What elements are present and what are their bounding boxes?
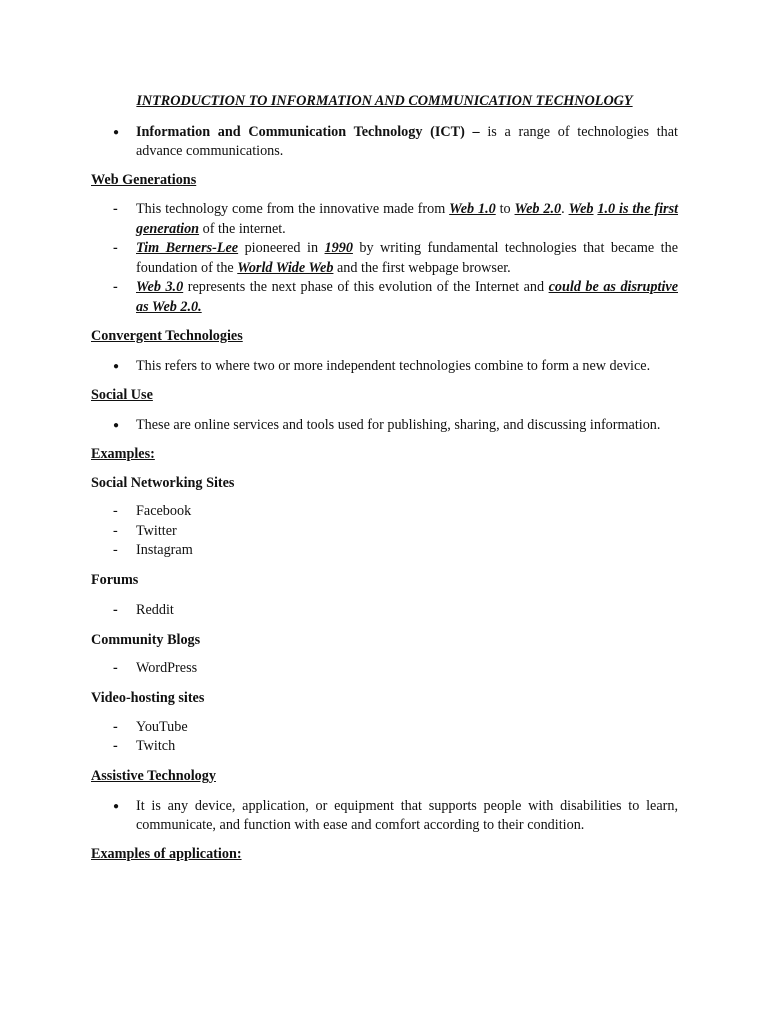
web-generations-item xyxy=(91,278,678,317)
list-item: - Reddit xyxy=(91,601,678,621)
convergent-heading: Convergent Technologies xyxy=(91,328,243,344)
web-generations-list xyxy=(91,200,678,317)
text-span: represents the next phase of this evolution of the Internet and xyxy=(183,279,549,295)
ict-definition xyxy=(91,123,678,161)
web-generations-item xyxy=(91,239,678,278)
ict-definition-text: is a range of technologies that advance communications. xyxy=(136,124,678,159)
text-span: of the internet. xyxy=(199,220,286,237)
social-use-heading: Social Use xyxy=(91,387,153,403)
list-item: - YouTube xyxy=(91,718,678,738)
www-term: World Wide Web xyxy=(237,259,334,276)
list-item: - WordPress xyxy=(91,659,678,679)
web-term: Web xyxy=(568,201,594,217)
convergent-item: ● This refers to where two or more independent technologies combine to form a new device. xyxy=(91,357,678,376)
list-item: - Twitter xyxy=(91,522,678,542)
assistive-heading: Assistive Technology xyxy=(91,767,216,784)
social-use-list xyxy=(91,416,678,435)
text-span: This technology come from the innovative made from xyxy=(136,201,450,217)
video-hosting-list xyxy=(91,718,678,757)
web-generations-heading: Web Generations xyxy=(91,172,197,188)
examples-heading: Examples: xyxy=(91,446,155,462)
assistive-list xyxy=(91,797,678,835)
social-use-item: ● These are online services and tools used for publishing, sharing, and discussing information. xyxy=(91,416,678,435)
document-title: INTRODUCTION TO INFORMATION AND COMMUNICATION TECHNOLOGY xyxy=(136,93,633,109)
forums-heading: Forums xyxy=(91,571,139,588)
first-generation-term: 1.0 is the first generation xyxy=(136,201,679,237)
person-term: Tim Berners-Lee xyxy=(136,240,239,256)
assistive-item: ● It is any device, application, or equipment that supports people with disabilities to learn, communicate, and function with ease and comfort according to their condition. xyxy=(91,797,678,835)
community-blogs-heading: Community Blogs xyxy=(91,632,201,648)
forums-list xyxy=(91,601,678,621)
social-networking-heading: Social Networking Sites xyxy=(91,475,235,491)
text-span: . xyxy=(561,201,569,217)
text-span: and the first webpage browser. xyxy=(333,259,511,276)
document-page xyxy=(91,92,678,864)
convergent-list xyxy=(91,357,678,376)
ict-term: Information and Communication Technology (ICT) – xyxy=(136,124,480,140)
examples-of-application-heading: Examples of application: xyxy=(91,845,242,862)
text-span: to xyxy=(495,201,515,217)
video-hosting-heading: Video-hosting sites xyxy=(91,689,205,706)
social-networking-list xyxy=(91,502,678,561)
web-2-0-term: Web 2.0 xyxy=(514,201,562,217)
web-generations-item xyxy=(91,200,678,239)
text-span: pioneered in xyxy=(238,240,325,256)
list-item: - Facebook xyxy=(91,502,678,522)
ict-definition-list xyxy=(91,123,678,161)
disruptive-term: could be as disruptive as Web 2.0. xyxy=(136,279,678,315)
year-term: 1990 xyxy=(324,240,353,256)
community-blogs-list xyxy=(91,659,678,679)
list-item: - Instagram xyxy=(91,541,678,561)
list-item: - Twitch xyxy=(91,737,678,757)
web-1-0-term: Web 1.0 xyxy=(449,201,496,217)
web-3-0-term: Web 3.0 xyxy=(136,279,184,295)
text-span: by writing fundamental technologies that became the foundation of the xyxy=(136,240,678,276)
